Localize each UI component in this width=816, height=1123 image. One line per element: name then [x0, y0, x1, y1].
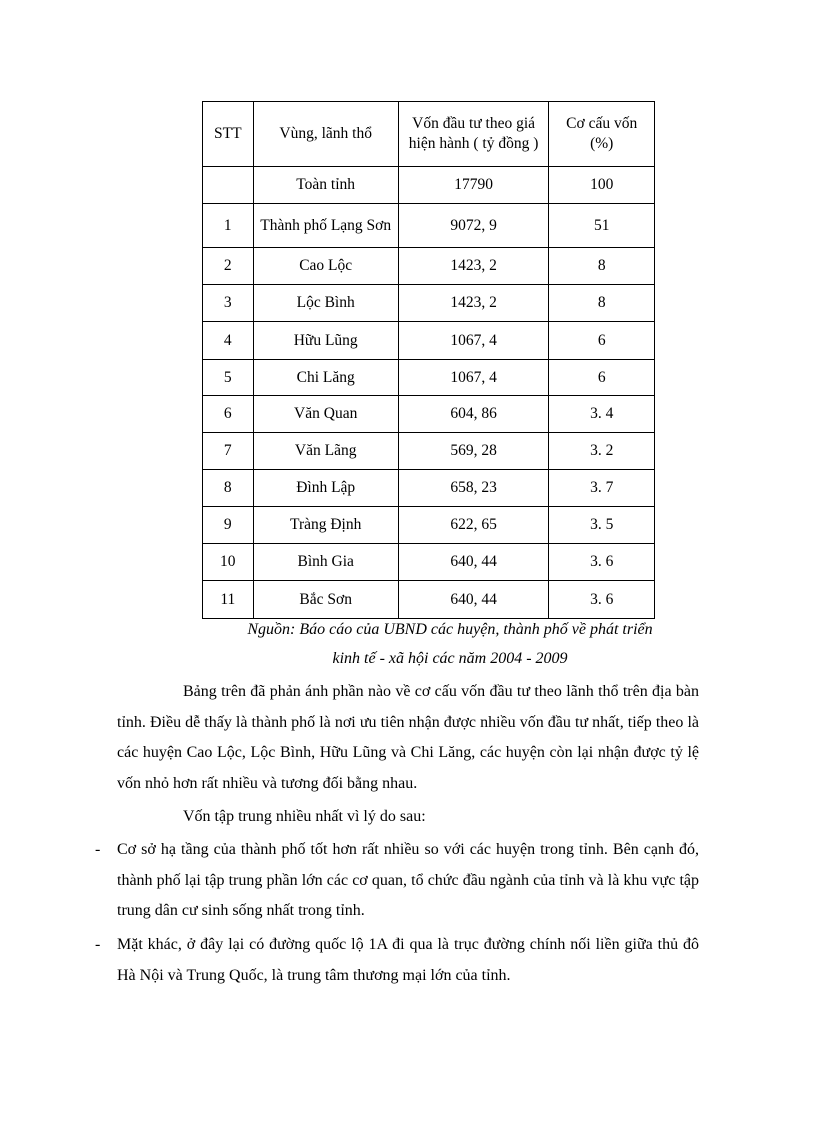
paragraph-reasons-intro: Vốn tập trung nhiều nhất vì lý do sau: — [183, 808, 426, 825]
cell-investment: 1067, 4 — [398, 360, 549, 396]
cell-structure: 3. 6 — [549, 544, 655, 581]
table-header-row — [203, 102, 655, 167]
bullet-marker: - — [95, 936, 101, 953]
source-note — [200, 615, 700, 673]
cell-region: Bình Gia — [253, 544, 398, 581]
table-row — [203, 360, 655, 396]
cell-investment: 640, 44 — [398, 581, 549, 619]
header-investment: Vốn đầu tư theo giá hiện hành ( tỷ đồng ) — [398, 102, 549, 167]
cell-investment: 17790 — [398, 167, 549, 204]
cell-structure: 3. 2 — [549, 433, 655, 470]
cell-region: Hữu Lũng — [253, 322, 398, 360]
source-note-line-1: Nguồn: Báo cáo của UBND các huyện, thành phố về phát triển — [247, 621, 653, 638]
cell-region: Lộc Bình — [253, 285, 398, 322]
bullet-text: Mặt khác, ở đây lại có đường quốc lộ 1A đi qua là trục đường chính nối liền giữa thủ đô Hà Nội và Trung Quốc, là trung tâm thương mại lớn của tỉnh. — [117, 936, 699, 984]
table-row — [203, 507, 655, 544]
cell-investment: 604, 86 — [398, 396, 549, 433]
header-structure: Cơ cấu vốn (%) — [549, 102, 655, 167]
cell-structure: 100 — [549, 167, 655, 204]
source-note-line-2: kinh tế - xã hội các năm 2004 - 2009 — [332, 650, 568, 667]
cell-region: Thành phố Lạng Sơn — [253, 204, 398, 248]
cell-investment: 1423, 2 — [398, 285, 549, 322]
table-body — [203, 167, 655, 619]
cell-structure: 3. 7 — [549, 470, 655, 507]
table-row — [203, 544, 655, 581]
cell-structure: 3. 6 — [549, 581, 655, 619]
table-row — [203, 285, 655, 322]
cell-structure: 8 — [549, 285, 655, 322]
cell-stt: 6 — [203, 396, 254, 433]
table-row — [203, 204, 655, 248]
bullet-item — [95, 835, 699, 927]
cell-investment: 9072, 9 — [398, 204, 549, 248]
investment-table — [202, 101, 655, 619]
cell-region: Toàn tỉnh — [253, 167, 398, 204]
cell-investment: 1067, 4 — [398, 322, 549, 360]
header-stt: STT — [203, 102, 254, 167]
table-row — [203, 433, 655, 470]
table-row — [203, 470, 655, 507]
cell-stt: 1 — [203, 204, 254, 248]
cell-stt: 4 — [203, 322, 254, 360]
bullet-item — [95, 930, 699, 991]
bullet-text: Cơ sở hạ tầng của thành phố tốt hơn rất nhiều so với các huyện trong tỉnh. Bên cạnh đó, thành phố lại tập trung phần lớn các cơ quan, tổ chức đầu ngành của tỉnh và là khu vực tập trung dân cư sinh sống nhất trong tỉnh. — [117, 841, 699, 919]
cell-stt: 11 — [203, 581, 254, 619]
cell-stt: 10 — [203, 544, 254, 581]
cell-structure: 51 — [549, 204, 655, 248]
cell-stt: 5 — [203, 360, 254, 396]
cell-region: Chi Lăng — [253, 360, 398, 396]
bullet-marker: - — [95, 841, 101, 858]
table-row — [203, 322, 655, 360]
cell-investment: 569, 28 — [398, 433, 549, 470]
cell-stt: 8 — [203, 470, 254, 507]
cell-investment: 640, 44 — [398, 544, 549, 581]
cell-region: Tràng Định — [253, 507, 398, 544]
cell-stt: 3 — [203, 285, 254, 322]
cell-stt: 7 — [203, 433, 254, 470]
cell-region: Cao Lộc — [253, 248, 398, 285]
cell-structure: 3. 4 — [549, 396, 655, 433]
cell-investment: 622, 65 — [398, 507, 549, 544]
cell-investment: 658, 23 — [398, 470, 549, 507]
table-row — [203, 581, 655, 619]
cell-structure: 8 — [549, 248, 655, 285]
cell-investment: 1423, 2 — [398, 248, 549, 285]
cell-region: Văn Lãng — [253, 433, 398, 470]
table-row — [203, 396, 655, 433]
cell-stt — [203, 167, 254, 204]
cell-region: Văn Quan — [253, 396, 398, 433]
table-row — [203, 167, 655, 204]
cell-region: Bắc Sơn — [253, 581, 398, 619]
table-row — [203, 248, 655, 285]
cell-stt: 2 — [203, 248, 254, 285]
paragraph-analysis: Bảng trên đã phản ánh phần nào về cơ cấu vốn đầu tư theo lãnh thổ trên địa bàn tỉnh. Điều dễ thấy là thành phố là nơi ưu tiên nhận được nhiều vốn đầu tư nhất, tiếp theo là các huyện Cao Lộc, Lộc Bình, Hữu Lũng và Chi Lăng, các huyện còn lại nhận được tỷ lệ vốn nhỏ hơn rất nhiều và tương đối bằng nhau. — [117, 683, 699, 792]
header-region: Vùng, lãnh thổ — [253, 102, 398, 167]
cell-structure: 3. 5 — [549, 507, 655, 544]
cell-stt: 9 — [203, 507, 254, 544]
cell-structure: 6 — [549, 360, 655, 396]
cell-structure: 6 — [549, 322, 655, 360]
cell-region: Đình Lập — [253, 470, 398, 507]
